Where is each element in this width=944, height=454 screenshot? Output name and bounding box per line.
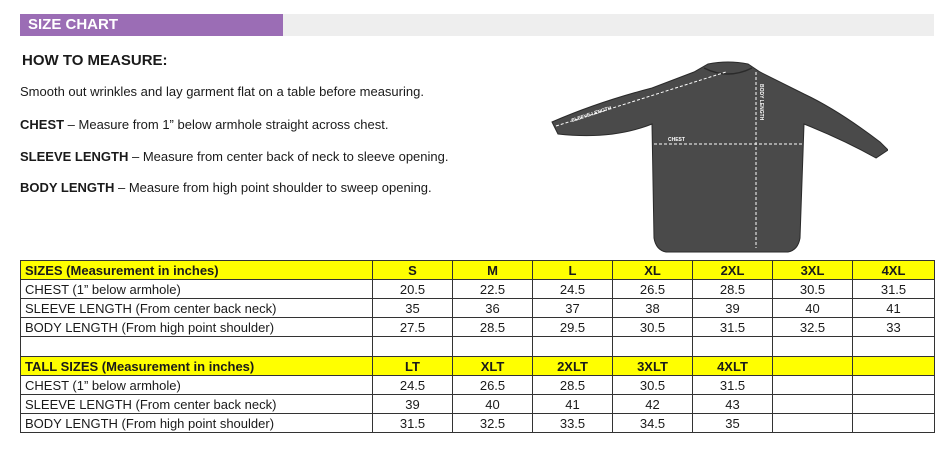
measurement-cell: 39 (693, 299, 773, 318)
row-label: BODY LENGTH (From high point shoulder) (21, 318, 373, 337)
measurement-cell: 42 (613, 395, 693, 414)
size-header-cell: 3XLT (613, 357, 693, 376)
instruction-body (20, 180, 432, 195)
measurement-cell (773, 376, 853, 395)
measurement-cell: 32.5 (773, 318, 853, 337)
measurement-cell (773, 414, 853, 433)
measurement-cell: 37 (533, 299, 613, 318)
chest-label: CHEST (20, 117, 65, 132)
tall-row (21, 414, 935, 433)
body-text: – Measure from high point shoulder to sweep opening. (114, 180, 432, 195)
tall-row (21, 376, 935, 395)
table-spacer-row (21, 337, 935, 357)
measurement-cell: 41 (533, 395, 613, 414)
measurement-cell: 32.5 (453, 414, 533, 433)
measurement-cell: 34.5 (613, 414, 693, 433)
row-label (21, 337, 373, 357)
measurement-cell (853, 337, 935, 357)
measurement-cell (853, 414, 935, 433)
measurement-cell: 36 (453, 299, 533, 318)
size-header-cell: LT (373, 357, 453, 376)
instruction-sleeve (20, 149, 448, 164)
measurement-cell: 31.5 (693, 376, 773, 395)
size-header-cell (773, 357, 853, 376)
regular-row (21, 318, 935, 337)
size-header-cell: M (453, 261, 533, 280)
measurement-cell (613, 337, 693, 357)
row-label: SLEEVE LENGTH (From center back neck) (21, 299, 373, 318)
measurement-cell (773, 337, 853, 357)
measurement-cell: 31.5 (373, 414, 453, 433)
body-label: BODY LENGTH (20, 180, 115, 195)
measurement-cell: 29.5 (533, 318, 613, 337)
diagram-sleeve-label: SLEEVE LENGTH (570, 105, 613, 124)
sleeve-label: SLEEVE LENGTH (20, 149, 129, 164)
measurement-cell: 41 (853, 299, 935, 318)
measurement-cell: 35 (373, 299, 453, 318)
measurement-cell: 40 (453, 395, 533, 414)
size-header-cell: XL (613, 261, 693, 280)
row-label: BODY LENGTH (From high point shoulder) (21, 414, 373, 433)
chest-text: – Measure from 1” below armhole straight across chest. (64, 117, 389, 132)
instruction-intro (20, 84, 424, 99)
size-header-cell: 3XL (773, 261, 853, 280)
tall-header-row (21, 357, 935, 376)
size-chart-title: SIZE CHART (20, 14, 283, 36)
sleeve-text: – Measure from center back of neck to sleeve opening. (128, 149, 449, 164)
measurement-cell (373, 337, 453, 357)
measurement-cell (533, 337, 613, 357)
size-header-cell: XLT (453, 357, 533, 376)
diagram-body-label: BODY LENGTH (758, 84, 764, 121)
measurement-cell: 28.5 (453, 318, 533, 337)
measurement-cell: 38 (613, 299, 693, 318)
row-label: SLEEVE LENGTH (From center back neck) (21, 395, 373, 414)
measurement-cell: 22.5 (453, 280, 533, 299)
measurement-cell: 28.5 (533, 376, 613, 395)
row-label: SIZES (Measurement in inches) (21, 261, 373, 280)
measurement-cell: 26.5 (453, 376, 533, 395)
row-label: CHEST (1” below armhole) (21, 280, 373, 299)
measurement-cell: 31.5 (693, 318, 773, 337)
size-header-cell (853, 357, 935, 376)
row-label: CHEST (1” below armhole) (21, 376, 373, 395)
size-table (20, 260, 935, 433)
measurement-cell: 30.5 (773, 280, 853, 299)
regular-row (21, 280, 935, 299)
measurement-cell (693, 337, 773, 357)
measurement-cell (453, 337, 533, 357)
measurement-cell: 28.5 (693, 280, 773, 299)
size-header-cell: L (533, 261, 613, 280)
how-to-measure-title: HOW TO MEASURE: (22, 52, 168, 69)
measurement-cell: 33 (853, 318, 935, 337)
instruction-intro-text: Smooth out wrinkles and lay garment flat on a table before measuring. (20, 84, 424, 99)
regular-header-row (21, 261, 935, 280)
measurement-cell: 31.5 (853, 280, 935, 299)
measurement-cell: 24.5 (373, 376, 453, 395)
measurement-cell: 35 (693, 414, 773, 433)
instruction-chest (20, 117, 388, 132)
measurement-cell: 30.5 (613, 376, 693, 395)
measurement-cell (853, 376, 935, 395)
measurement-cell (773, 395, 853, 414)
jacket-silhouette (552, 62, 888, 252)
jacket-measurement-diagram (548, 58, 888, 254)
size-chart-header-bar (20, 14, 934, 36)
measurement-cell: 20.5 (373, 280, 453, 299)
size-header-cell: S (373, 261, 453, 280)
measurement-cell: 26.5 (613, 280, 693, 299)
measurement-cell: 43 (693, 395, 773, 414)
measurement-cell: 27.5 (373, 318, 453, 337)
regular-row (21, 299, 935, 318)
measurement-cell: 33.5 (533, 414, 613, 433)
measurement-cell (853, 395, 935, 414)
size-header-cell: 4XLT (693, 357, 773, 376)
row-label: TALL SIZES (Measurement in inches) (21, 357, 373, 376)
diagram-chest-label: CHEST (668, 137, 685, 143)
measurement-cell: 39 (373, 395, 453, 414)
size-header-cell: 2XL (693, 261, 773, 280)
tall-row (21, 395, 935, 414)
size-header-cell: 4XL (853, 261, 935, 280)
size-header-cell: 2XLT (533, 357, 613, 376)
measurement-cell: 24.5 (533, 280, 613, 299)
measurement-cell: 30.5 (613, 318, 693, 337)
measurement-cell: 40 (773, 299, 853, 318)
